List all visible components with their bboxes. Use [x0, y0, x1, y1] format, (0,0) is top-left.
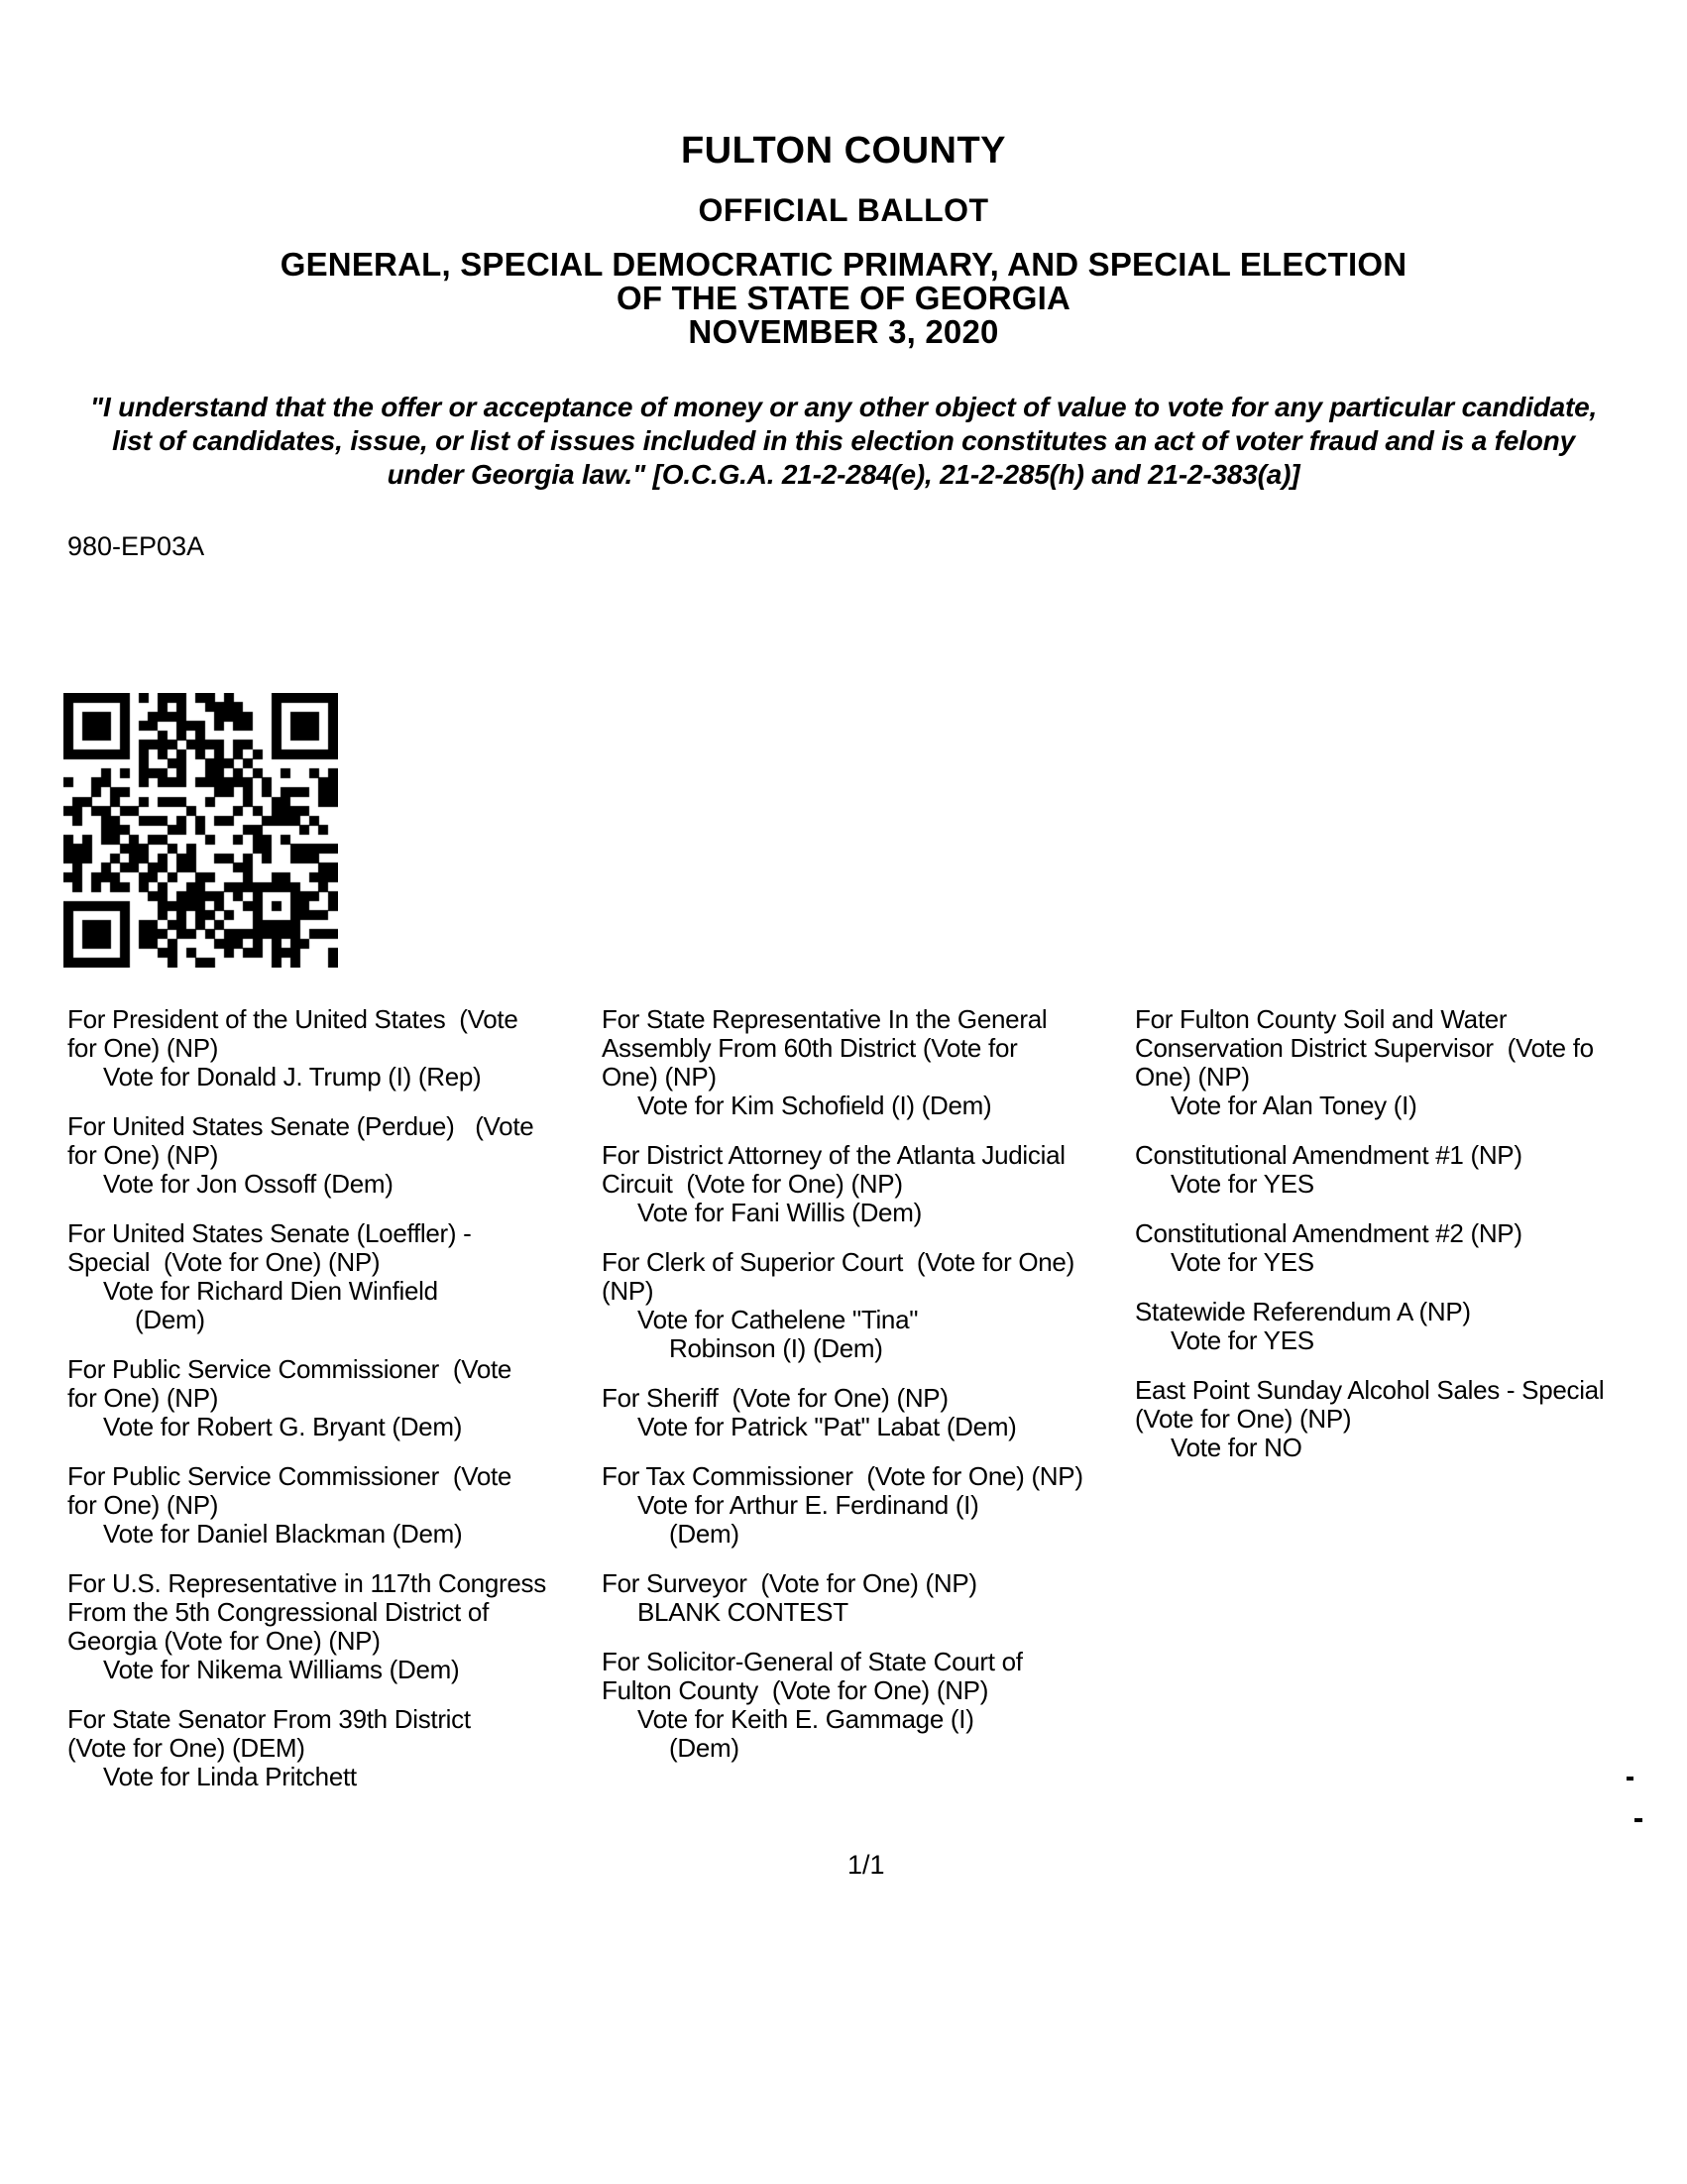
contest-title-line: Conservation District Supervisor (Vote fo	[1135, 1033, 1594, 1063]
qr-code	[63, 693, 338, 968]
election-title-line: GENERAL, SPECIAL DEMOCRATIC PRIMARY, AND SPECIAL ELECTION	[280, 246, 1407, 283]
ballot-type-title: OFFICIAL BALLOT	[698, 192, 989, 228]
vote-selection-line: Vote for Linda Pritchett	[103, 1762, 357, 1791]
vote-selection-line: Vote for Kim Schofield (I) (Dem)	[637, 1091, 992, 1120]
contest	[67, 1462, 595, 1549]
election-title-line: OF THE STATE OF GEORGIA	[616, 280, 1071, 316]
contest	[1135, 1219, 1686, 1277]
vote-selection-line: (Dem)	[669, 1519, 739, 1549]
contest-title-line: For Public Service Commissioner (Vote	[67, 1461, 512, 1491]
contest-title-line: One) (NP)	[602, 1062, 717, 1092]
page-number: 1/1	[847, 1850, 885, 1880]
contest-title-line: for One) (NP)	[67, 1383, 219, 1413]
contest-title-line: (Vote for One) (DEM)	[67, 1733, 305, 1763]
contest	[67, 1005, 595, 1092]
vote-selection-line: (Dem)	[669, 1733, 739, 1763]
vote-selection-line: Vote for Jon Ossoff (Dem)	[103, 1169, 394, 1199]
contest-title-line: Special (Vote for One) (NP)	[67, 1247, 381, 1277]
vote-selection-line: Vote for Daniel Blackman (Dem)	[103, 1519, 463, 1549]
vote-selection-line: Vote for Patrick "Pat" Labat (Dem)	[637, 1412, 1017, 1441]
vote-selection-line: Vote for Alan Toney (I)	[1171, 1091, 1417, 1120]
contest-title-line: For U.S. Representative in 117th Congress	[67, 1568, 546, 1598]
vote-selection-line: Vote for Richard Dien Winfield	[103, 1276, 438, 1306]
election-title-line: NOVEMBER 3, 2020	[688, 313, 999, 350]
contest-column-2	[602, 1005, 1129, 1783]
vote-selection-line: Robinson (I) (Dem)	[669, 1333, 883, 1363]
contest-title-line: Constitutional Amendment #1 (NP)	[1135, 1140, 1522, 1170]
contest-title-line: For State Representative In the General	[602, 1004, 1048, 1034]
contest-title-line: One) (NP)	[1135, 1062, 1250, 1092]
contest-title-line: For Surveyor (Vote for One) (NP)	[602, 1568, 977, 1598]
contest-title-line: For President of the United States (Vote	[67, 1004, 518, 1034]
vote-selection-line: (Dem)	[135, 1305, 205, 1334]
contest-title-line: For United States Senate (Loeffler) -	[67, 1218, 472, 1248]
contest-title-line: For Fulton County Soil and Water	[1135, 1004, 1508, 1034]
contest-title-line: For United States Senate (Perdue) (Vote	[67, 1111, 534, 1141]
contest-column-3	[1135, 1005, 1686, 1483]
election-title	[0, 248, 1687, 349]
contest	[67, 1705, 595, 1791]
disclaimer-line: under Georgia law." [O.C.G.A. 21-2-284(e), 21-2-285(h) and 21-2-383(a)]	[387, 459, 1300, 490]
contest-title-line: for One) (NP)	[67, 1033, 219, 1063]
vote-selection-line: BLANK CONTEST	[637, 1597, 848, 1627]
contest	[67, 1569, 595, 1684]
voter-fraud-disclaimer	[0, 391, 1687, 492]
contest	[602, 1384, 1129, 1441]
contest-title-line: East Point Sunday Alcohol Sales - Special	[1135, 1375, 1605, 1405]
contest-title-line: Statewide Referendum A (NP)	[1135, 1297, 1471, 1326]
contest-title-line: For Tax Commissioner (Vote for One) (NP)	[602, 1461, 1083, 1491]
contest-title-line: For State Senator From 39th District	[67, 1704, 471, 1734]
contest	[67, 1112, 595, 1199]
contest-title-line: For Clerk of Superior Court (Vote for One)	[602, 1247, 1074, 1277]
contest-title-line: For Public Service Commissioner (Vote	[67, 1354, 512, 1384]
vote-selection-line: Vote for Fani Willis (Dem)	[637, 1198, 922, 1227]
contest	[67, 1219, 595, 1334]
contest	[602, 1648, 1129, 1763]
scan-artifact-dash	[1634, 1818, 1642, 1822]
contest-title-line: Circuit (Vote for One) (NP)	[602, 1169, 903, 1199]
contest	[1135, 1005, 1686, 1120]
scan-artifact-dash	[1627, 1777, 1633, 1781]
contest-title-line: For Solicitor-General of State Court of	[602, 1647, 1023, 1676]
contest-title-line: For District Attorney of the Atlanta Judicial	[602, 1140, 1066, 1170]
contest-title-line: For Sheriff (Vote for One) (NP)	[602, 1383, 949, 1413]
vote-selection-line: Vote for Robert G. Bryant (Dem)	[103, 1412, 463, 1441]
contest-title-line: Constitutional Amendment #2 (NP)	[1135, 1218, 1522, 1248]
vote-selection-line: Vote for Donald J. Trump (I) (Rep)	[103, 1062, 482, 1092]
vote-selection-line: Vote for YES	[1171, 1247, 1314, 1277]
contest	[602, 1248, 1129, 1363]
vote-selection-line: Vote for Keith E. Gammage (I)	[637, 1704, 974, 1734]
contest	[602, 1462, 1129, 1549]
contest-title-line: Georgia (Vote for One) (NP)	[67, 1626, 381, 1656]
contest	[67, 1355, 595, 1441]
vote-selection-line: Vote for NO	[1171, 1433, 1302, 1462]
disclaimer-line: list of candidates, issue, or list of issues included in this election constitutes an act of voter fraud and is a felony	[112, 425, 1575, 456]
vote-selection-line: Vote for YES	[1171, 1325, 1314, 1355]
contest	[1135, 1298, 1686, 1355]
contest-title-line: for One) (NP)	[67, 1140, 219, 1170]
contest	[1135, 1376, 1686, 1462]
contest-title-line: for One) (NP)	[67, 1490, 219, 1520]
disclaimer-line: "I understand that the offer or acceptance of money or any other object of value to vote for any particular candidate,	[89, 392, 1598, 422]
vote-selection-line: Vote for Nikema Williams (Dem)	[103, 1655, 460, 1684]
contest	[602, 1569, 1129, 1627]
contest-column-1	[67, 1005, 595, 1812]
county-title: FULTON COUNTY	[680, 130, 1007, 172]
vote-selection-line: Vote for Cathelene "Tina"	[637, 1305, 919, 1334]
contest	[602, 1141, 1129, 1227]
contest-title-line: Assembly From 60th District (Vote for	[602, 1033, 1018, 1063]
contest	[1135, 1141, 1686, 1199]
vote-selection-line: Vote for YES	[1171, 1169, 1314, 1199]
contest-title-line: (Vote for One) (NP)	[1135, 1404, 1352, 1434]
contest-title-line: (NP)	[602, 1276, 654, 1306]
contest-title-line: From the 5th Congressional District of	[67, 1597, 489, 1627]
ballot-style-code: 980-EP03A	[67, 531, 205, 561]
contest	[602, 1005, 1129, 1120]
vote-selection-line: Vote for Arthur E. Ferdinand (I)	[637, 1490, 979, 1520]
contest-title-line: Fulton County (Vote for One) (NP)	[602, 1675, 989, 1705]
